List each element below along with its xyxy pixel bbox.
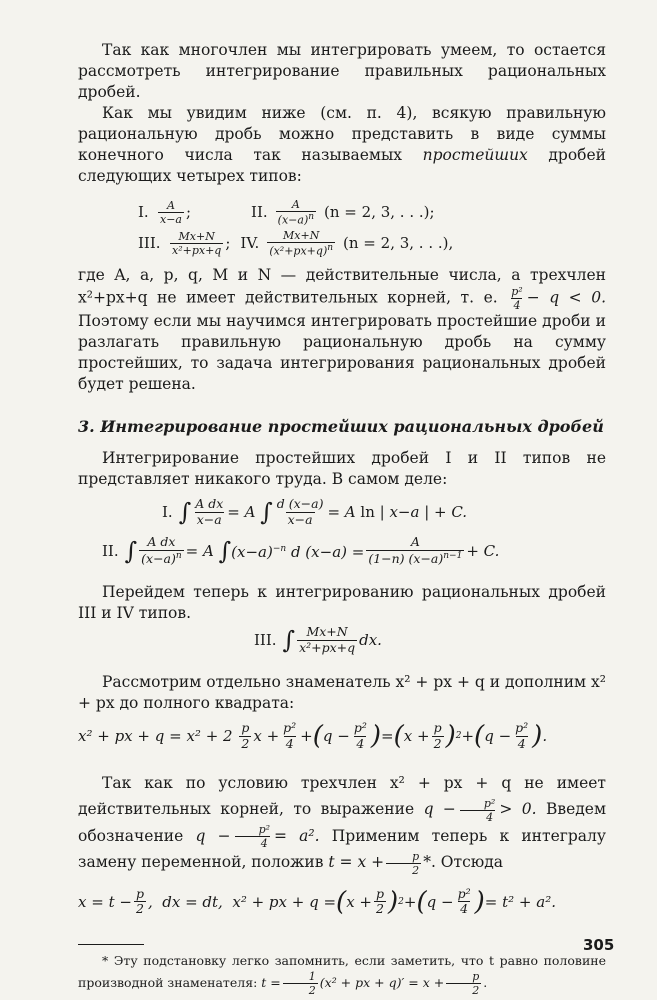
substitution-equation: x = t − $\frac{p}{2}$ , dx = dt, x² + px + q = ( x + $\frac{p}{2}$ ) 2 + ( q − $\frac{\text{p²}}{4}$ ) = t² + a². — [78, 885, 556, 917]
footnote: * Эту подстановку легко запомнить, если заметить, что t равно половине производной знаменателя: t = $\frac{1}{2}$ (x² + px + q)′ = x + $\frac{p}{2}$ . — [78, 952, 606, 997]
paragraph-1: Так как многочлен мы интегрировать умеем, то остается рассмотреть интегрирование правильных рациональных дробей. — [78, 41, 606, 101]
page-content — [78, 40, 606, 996]
type-iv-condition: (n = 2, 3, . . .), — [343, 234, 454, 252]
paragraph-7: Так как по условию трехчлен x² + px + q не имеет действительных корней, то выражение q − $\frac{\text{p²}}{4}$ > 0. Введем обозначение q − $\frac{\text{p²}}{4}$ = a². Применим теперь к интегралу замену переменной, положив t = x + $\frac{p}{2}$ *. Отсюда — [78, 774, 607, 877]
footnote-text: * Эту подстановку легко запомнить, если заметить, что t равно половине производной знаменателя: — [78, 952, 606, 990]
paragraph-2-text-b: дробей следующих четырех типов: — [78, 146, 606, 185]
paragraph-3: где A, a, p, q, M и N — действительные числа, а трехчлен x²+px+q не имеет действительных корней, т. е. $\frac{\text{p²}}{4}$ − q < 0. Поэтому если мы научимся интегрировать простейшие дроби и разлагать правильную рациональную дробь на сумму простейших, то задача интегрирования рациональных дробей будет решена. — [78, 266, 606, 393]
footnote-separator — [78, 944, 144, 945]
paragraph-7-text-c: Применим теперь к интегралу замену переменной, положив — [78, 826, 606, 871]
type-i-fraction: $\frac{A}{x-a}$ — [160, 198, 182, 226]
paragraph-2 — [78, 103, 606, 187]
integral-iii: III. ∫ $\frac{Mx+N}{\text{x²+px+q}}$ dx. — [254, 624, 382, 655]
paragraph-4: Интегрирование простейших дробей I и II типов не представляет никакого труда. В самом деле: — [78, 449, 606, 488]
discriminant-fraction: $\frac{\text{p²}}{4}$ — [511, 285, 523, 312]
type-ii-fraction: $\frac{A}{(x-a)^n}$ — [277, 197, 315, 227]
paragraph-6: Рассмотрим отдельно знаменатель x² + px + q и дополним x² + px до полного квадрата: — [78, 673, 606, 712]
paragraph-7-text-b: Введем обозначение — [78, 800, 607, 845]
paragraph-3-text-a: где A, a, p, q, M и N — действительные числа, а трехчлен x²+px+q не имеет действительных корней, т. е. — [78, 266, 606, 307]
section-heading: 3. Интегрирование простейших рациональных дробей — [78, 417, 604, 436]
paragraph-3-text-b: Поэтому если мы научимся интегрировать простейшие дроби и разлагать правильную рациональную дробь на сумму простейших, то задача интегрирования рациональных дробей будет решена. — [78, 312, 606, 393]
page-number: 305 — [583, 936, 615, 954]
fraction-types: I. $\frac{A}{x-a}$ ; II. $\frac{A}{(x-a)^n}$ (n = 2, 3, . . .); III. $\frac{Mx+N}{\text{x²+px+q}}$ ; IV. $\frac{Mx+N}{(x^2+px+q)^n}$ (n = 2, 3, . . .), — [138, 197, 454, 258]
integral-i: I. ∫ $\frac{\text{A dx}}{x-a}$ = A ∫ $\frac{d (x-a)}{x-a}$ = A ln | x−a | + C. — [162, 496, 468, 527]
paragraph-7-text-a: Так как по условию трехчлен x² + px + q не имеет действительных корней, то выражение — [78, 774, 606, 818]
type-ii-condition: (n = 2, 3, . . .); — [324, 203, 435, 221]
type-iii-label: III. — [138, 234, 161, 252]
type-ii-label: II. — [251, 203, 268, 221]
type-i-label: I. — [138, 203, 149, 221]
integral-ii: II. ∫ $\frac{\text{A dx}}{(x-a)^n}$ = A ∫ $(x-a)^{-n}$ d (x−a) = $\frac{A}{(1-n) (x-a)^{n-1}}$ + C. — [102, 534, 500, 566]
complete-square-equation: x² + px + q = x² + 2 $\frac{p}{2}$ x + $\frac{\text{p²}}{4}$ + ( q − $\frac{\text{p²}}{4}$ ) = ( x + $\frac{p}{2}$ ) 2 + ( q − $\frac{\text{p²}}{4}$ ) . — [78, 720, 548, 751]
type-iv-label: IV. — [240, 234, 260, 252]
type-iii-fraction: $\frac{Mx+N}{\text{x²+px+q}}$ — [172, 229, 222, 257]
paragraph-2-emphasis: простейших — [422, 146, 528, 164]
paragraph-7-text-d: Отсюда — [440, 853, 504, 871]
type-iv-fraction: $\frac{Mx+N}{(x^2+px+q)^n}$ — [269, 228, 334, 258]
paragraph-2-text-a: Как мы увидим ниже (см. п. 4), всякую правильную рациональную дробь можно представить в виде суммы конечного числа так называемых — [78, 104, 606, 164]
paragraph-5: Перейдем теперь к интегрированию рациональных дробей III и IV типов. — [78, 583, 606, 622]
